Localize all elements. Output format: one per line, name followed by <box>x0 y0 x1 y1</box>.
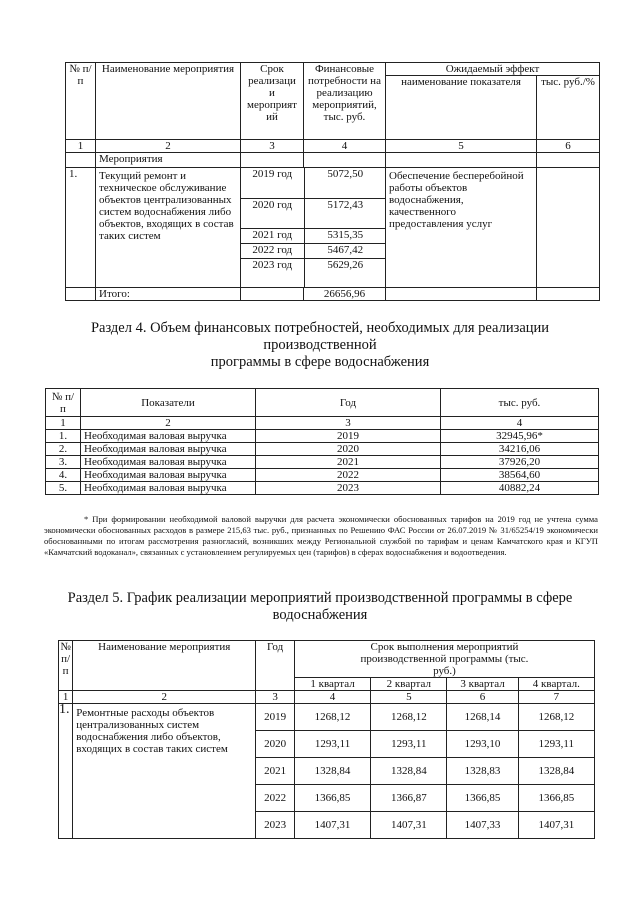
row-value: 32945,96* <box>441 430 599 443</box>
quarter-value: 1407,31 <box>518 812 594 839</box>
table-row <box>46 430 599 443</box>
quarter-value: 1366,85 <box>294 785 370 812</box>
year: 2019 год <box>241 168 304 198</box>
col-number: 7 <box>518 691 594 704</box>
row-name: Необходимая валовая выручка <box>81 456 256 469</box>
header-quarter: 1 квартал <box>294 678 370 691</box>
quarter-value: 1366,87 <box>371 785 447 812</box>
quarter-value: 1366,85 <box>447 785 518 812</box>
schedule-table <box>58 640 595 839</box>
value: 5072,50 <box>304 168 386 198</box>
value: 5629,26 <box>327 258 364 271</box>
col-number: 1 <box>59 691 73 704</box>
quarter-value: 1328,83 <box>447 758 518 785</box>
col-number: 5 <box>371 691 447 704</box>
title-line: водоснабжения <box>272 607 368 623</box>
section5-title <box>40 590 600 624</box>
quarter-value: 1407,31 <box>371 812 447 839</box>
row-year: 2021 <box>256 758 295 785</box>
header-num: № п/ п <box>59 641 73 691</box>
table-row <box>46 482 599 495</box>
header-quarter: 3 квартал <box>447 678 518 691</box>
section4-title <box>40 320 600 371</box>
row-name: Необходимая валовая выручка <box>81 482 256 495</box>
header-value: тыс. руб. <box>441 389 599 417</box>
col-number: 1 <box>66 140 96 153</box>
header-year: Год <box>256 641 295 691</box>
col-number: 6 <box>537 140 600 153</box>
header-effect: Ожидаемый эффект <box>386 63 600 76</box>
header-quarter: 4 квартал. <box>518 678 594 691</box>
header-indicator: Показатели <box>81 389 256 417</box>
year: 2021 год <box>241 228 304 243</box>
year: 2023 год <box>241 258 304 287</box>
title-line: Раздел 4. Объем финансовых потребностей, необходимых для реализации <box>90 320 550 336</box>
header-year: Год <box>256 389 441 417</box>
row-year: 2022 <box>256 785 295 812</box>
header-term: Срок реализаци и мероприят ий <box>241 63 304 140</box>
header-effect-unit: тыс. руб./% <box>537 76 600 140</box>
table-row <box>46 456 599 469</box>
col-number: 2 <box>73 691 256 704</box>
row-num: 4. <box>46 469 81 482</box>
year-values <box>241 168 386 287</box>
year: 2022 год <box>241 243 304 258</box>
row-num: 1. <box>46 430 81 443</box>
header-name: Наименование мероприятия <box>96 63 241 140</box>
col-number: 1 <box>46 417 81 430</box>
row-year: 2022 <box>256 469 441 482</box>
col-number: 3 <box>256 417 441 430</box>
row-year: 2020 <box>256 731 295 758</box>
row-year: 2023 <box>256 812 295 839</box>
row-name: Необходимая валовая выручка <box>81 469 256 482</box>
row-num: 3. <box>46 456 81 469</box>
row-year: 2023 <box>256 482 441 495</box>
row-name: Ремонтные расходы объектов централизованных систем водоснабжения либо объектов, входящих в состав таких систем <box>73 704 256 839</box>
total-label: Итого: <box>96 288 241 301</box>
quarter-value: 1268,12 <box>371 704 447 731</box>
section-label: Мероприятия <box>96 153 241 168</box>
row-name: Необходимая валовая выручка <box>81 443 256 456</box>
year: 2020 год <box>241 198 304 228</box>
row-value: 37926,20 <box>441 456 599 469</box>
header-finance: Финансовые потребности на реализацию мероприятий, тыс. руб. <box>304 63 386 140</box>
table-row <box>46 443 599 456</box>
quarter-value: 1407,33 <box>447 812 518 839</box>
header-effect-name: наименование показателя <box>386 76 537 140</box>
row-num: 1. <box>66 168 96 288</box>
quarter-value: 1268,12 <box>294 704 370 731</box>
row-num: 2. <box>46 443 81 456</box>
row-year: 2019 <box>256 430 441 443</box>
col-number: 3 <box>256 691 295 704</box>
row-year: 2019 <box>256 704 295 731</box>
col-number: 4 <box>294 691 370 704</box>
row-value: 34216,06 <box>441 443 599 456</box>
quarter-value: 1293,11 <box>518 731 594 758</box>
row-value: 38564,60 <box>441 469 599 482</box>
total-value: 26656,96 <box>304 288 386 301</box>
header-num: № п/п <box>46 389 81 417</box>
value: 5172,43 <box>304 198 386 228</box>
quarter-value: 1293,11 <box>294 731 370 758</box>
header-num: № п/п <box>66 63 96 140</box>
value: 5315,35 <box>304 228 386 243</box>
activities-table <box>65 62 600 301</box>
col-number: 3 <box>241 140 304 153</box>
title-line: программы в сфере водоснабжения <box>210 354 430 370</box>
header-name: Наименование мероприятия <box>73 641 256 691</box>
footnote: * При формировании необходимой валовой выручки для расчета экономически обоснованных тарифов на 2019 год не учтена сумма экономически обоснованных расходов в размере 215,63 тыс. руб., признанных по Решению ФАС России от 26.07.2019 № 31/65254/19 экономически обоснованными по итогам рассмотрения разногласий, возникших между Региональной службой по тарифам и ценам Камчатского края и КГУП «Камчатский водоканал», связанных с установлением регулируемых цен (тарифов) в сферах водоснабжения и водоотведения. <box>44 514 598 557</box>
value: 5467,42 <box>304 243 386 258</box>
row-num: 5. <box>46 482 81 495</box>
row-year: 2020 <box>256 443 441 456</box>
table-row <box>46 469 599 482</box>
col-number: 4 <box>304 140 386 153</box>
table-row <box>59 704 595 731</box>
revenue-table <box>45 388 599 495</box>
row-year: 2021 <box>256 456 441 469</box>
header-quarter: 2 квартал <box>371 678 447 691</box>
row-name: Необходимая валовая выручка <box>81 430 256 443</box>
col-number: 2 <box>96 140 241 153</box>
quarter-value: 1407,31 <box>294 812 370 839</box>
header-term: Срок выполнения мероприятий производственной программы (тыс. руб.) <box>294 641 594 678</box>
row-effect: Обеспечение бесперебойной работы объектов водоснабжения, качественного предоставления услуг <box>386 168 537 288</box>
col-number: 2 <box>81 417 256 430</box>
quarter-value: 1268,12 <box>518 704 594 731</box>
title-line: Раздел 5. График реализации мероприятий производственной программы в сфере <box>67 590 573 606</box>
row-num: 1. <box>59 704 73 839</box>
col-number: 5 <box>386 140 537 153</box>
quarter-value: 1293,10 <box>447 731 518 758</box>
quarter-value: 1328,84 <box>294 758 370 785</box>
quarter-value: 1328,84 <box>371 758 447 785</box>
quarter-value: 1268,14 <box>447 704 518 731</box>
row-name: Текущий ремонт и техническое обслуживание объектов централизованных систем водоснабжения либо объектов, входящих в состав таких систем <box>96 168 241 288</box>
quarter-value: 1328,84 <box>518 758 594 785</box>
quarter-value: 1293,11 <box>371 731 447 758</box>
quarter-value: 1366,85 <box>518 785 594 812</box>
table-row <box>66 168 600 288</box>
row-value: 40882,24 <box>441 482 599 495</box>
col-number: 4 <box>441 417 599 430</box>
col-number: 6 <box>447 691 518 704</box>
title-line: производственной <box>263 337 377 353</box>
